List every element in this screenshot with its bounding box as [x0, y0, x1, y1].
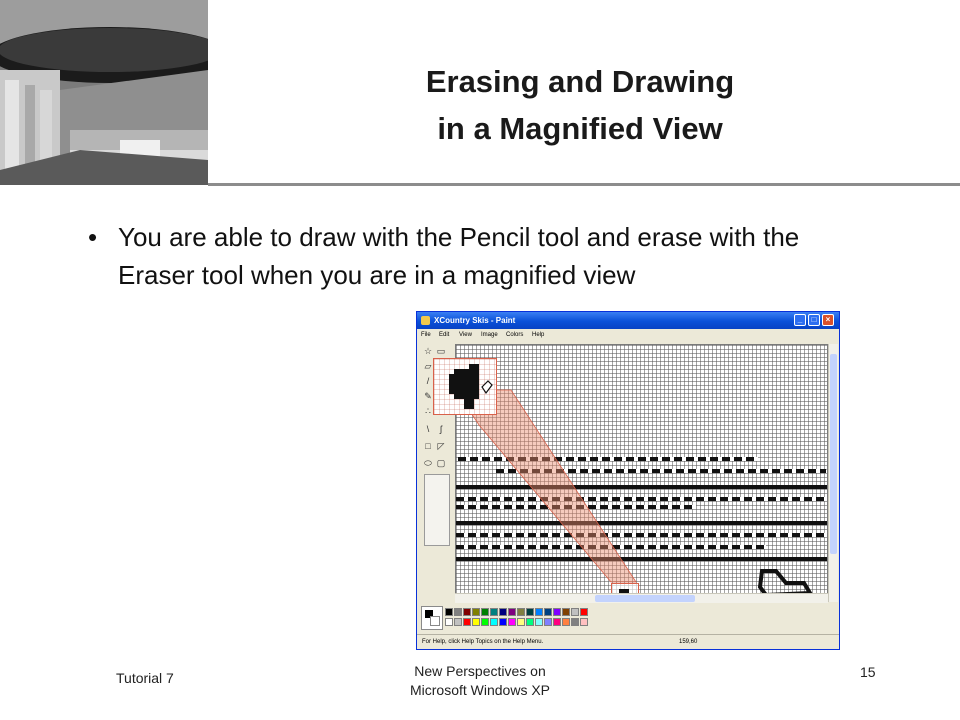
slide-number: 15	[860, 664, 876, 680]
footer-tutorial: Tutorial 7	[116, 670, 174, 686]
palette-swatch[interactable]	[481, 608, 489, 616]
bullet-item	[88, 218, 818, 294]
airbrush-icon[interactable]: ∴	[425, 406, 431, 416]
palette-swatch[interactable]	[535, 618, 543, 626]
palette-swatch[interactable]	[580, 618, 588, 626]
status-help-text: For Help, click Help Topics on the Help Menu.	[422, 639, 544, 645]
bullet-dot: •	[88, 222, 98, 252]
magnified-callout	[433, 358, 497, 415]
slide-title	[300, 58, 860, 152]
rect-select-icon[interactable]: ▭	[436, 346, 446, 356]
title-line-2: in a Magnified View	[437, 111, 723, 146]
palette-swatch[interactable]	[517, 618, 525, 626]
title-line-1: Erasing and Drawing	[425, 64, 735, 99]
rounded-rect-icon[interactable]: ▢	[436, 458, 446, 468]
close-icon[interactable]: ×	[822, 314, 834, 326]
palette-swatch[interactable]	[571, 618, 579, 626]
palette-swatch[interactable]	[517, 608, 525, 616]
polygon-icon[interactable]: ◸	[437, 441, 445, 451]
palette-swatch[interactable]	[580, 608, 588, 616]
palette-swatch[interactable]	[481, 618, 489, 626]
palette-swatch[interactable]	[544, 608, 552, 616]
line-icon[interactable]: \	[426, 424, 430, 434]
palette-swatch[interactable]	[535, 608, 543, 616]
minimize-icon[interactable]: _	[794, 314, 806, 326]
paint-window-title: XCountry Skis - Paint	[434, 316, 516, 325]
palette-swatch[interactable]	[508, 608, 516, 616]
pencil-icon[interactable]: ✎	[424, 391, 432, 401]
pick-color-icon[interactable]: /	[426, 376, 430, 386]
free-select-icon[interactable]: ☆	[423, 346, 433, 356]
maximize-icon[interactable]: □	[808, 314, 820, 326]
menu-view[interactable]: View	[459, 332, 472, 338]
horizontal-scrollbar[interactable]	[455, 593, 828, 603]
palette-swatch[interactable]	[562, 618, 570, 626]
palette-swatch[interactable]	[526, 608, 534, 616]
eraser-icon[interactable]: ▱	[424, 361, 432, 371]
footer-book-line-2: Microsoft Windows XP	[409, 682, 551, 698]
current-colors[interactable]	[421, 606, 443, 630]
menu-file[interactable]: File	[421, 332, 431, 338]
palette-swatch[interactable]	[454, 608, 462, 616]
vertical-scrollbar[interactable]	[828, 344, 838, 602]
curve-icon[interactable]: ʃ	[440, 424, 442, 434]
background-color	[430, 616, 440, 626]
palette-swatch[interactable]	[490, 618, 498, 626]
palette-swatch[interactable]	[562, 608, 570, 616]
menu-help[interactable]: Help	[532, 332, 545, 338]
palette-swatch[interactable]	[472, 618, 480, 626]
palette-swatch[interactable]	[454, 618, 462, 626]
color-palette	[421, 606, 586, 628]
palette-swatch[interactable]	[499, 618, 507, 626]
paint-window-screenshot	[416, 311, 840, 650]
palette-swatch[interactable]	[571, 608, 579, 616]
palette-swatch[interactable]	[463, 608, 471, 616]
status-coordinates: 159,60	[679, 639, 698, 645]
menu-image[interactable]: Image	[481, 332, 498, 338]
building-illustration	[0, 0, 208, 185]
palette-swatch[interactable]	[553, 608, 561, 616]
footer-book-line-1: New Perspectives on	[414, 663, 546, 679]
palette-swatch[interactable]	[472, 608, 480, 616]
bullet-text: You are able to draw with the Pencil tool and erase with the Eraser tool when you are in a magnified view	[118, 222, 800, 290]
palette-swatch[interactable]	[508, 618, 516, 626]
ellipse-icon[interactable]: ⬭	[424, 458, 432, 468]
palette-swatch[interactable]	[499, 608, 507, 616]
palette-swatch[interactable]	[526, 618, 534, 626]
palette-swatch[interactable]	[490, 608, 498, 616]
palette-swatch[interactable]	[544, 618, 552, 626]
rectangle-icon[interactable]: □	[425, 441, 431, 451]
menu-edit[interactable]: Edit	[439, 332, 450, 338]
corner-building-photo	[0, 0, 208, 185]
palette-swatch[interactable]	[463, 618, 471, 626]
footer-book-title	[380, 662, 580, 700]
menu-colors[interactable]: Colors	[506, 332, 524, 338]
palette-swatch[interactable]	[445, 618, 453, 626]
palette-swatch[interactable]	[553, 618, 561, 626]
palette-swatch[interactable]	[445, 608, 453, 616]
vertical-scroll-thumb[interactable]	[830, 354, 837, 554]
horizontal-scroll-thumb[interactable]	[595, 595, 695, 602]
title-divider	[208, 183, 960, 186]
paint-statusbar	[417, 634, 839, 650]
magnified-pixels	[434, 359, 496, 414]
